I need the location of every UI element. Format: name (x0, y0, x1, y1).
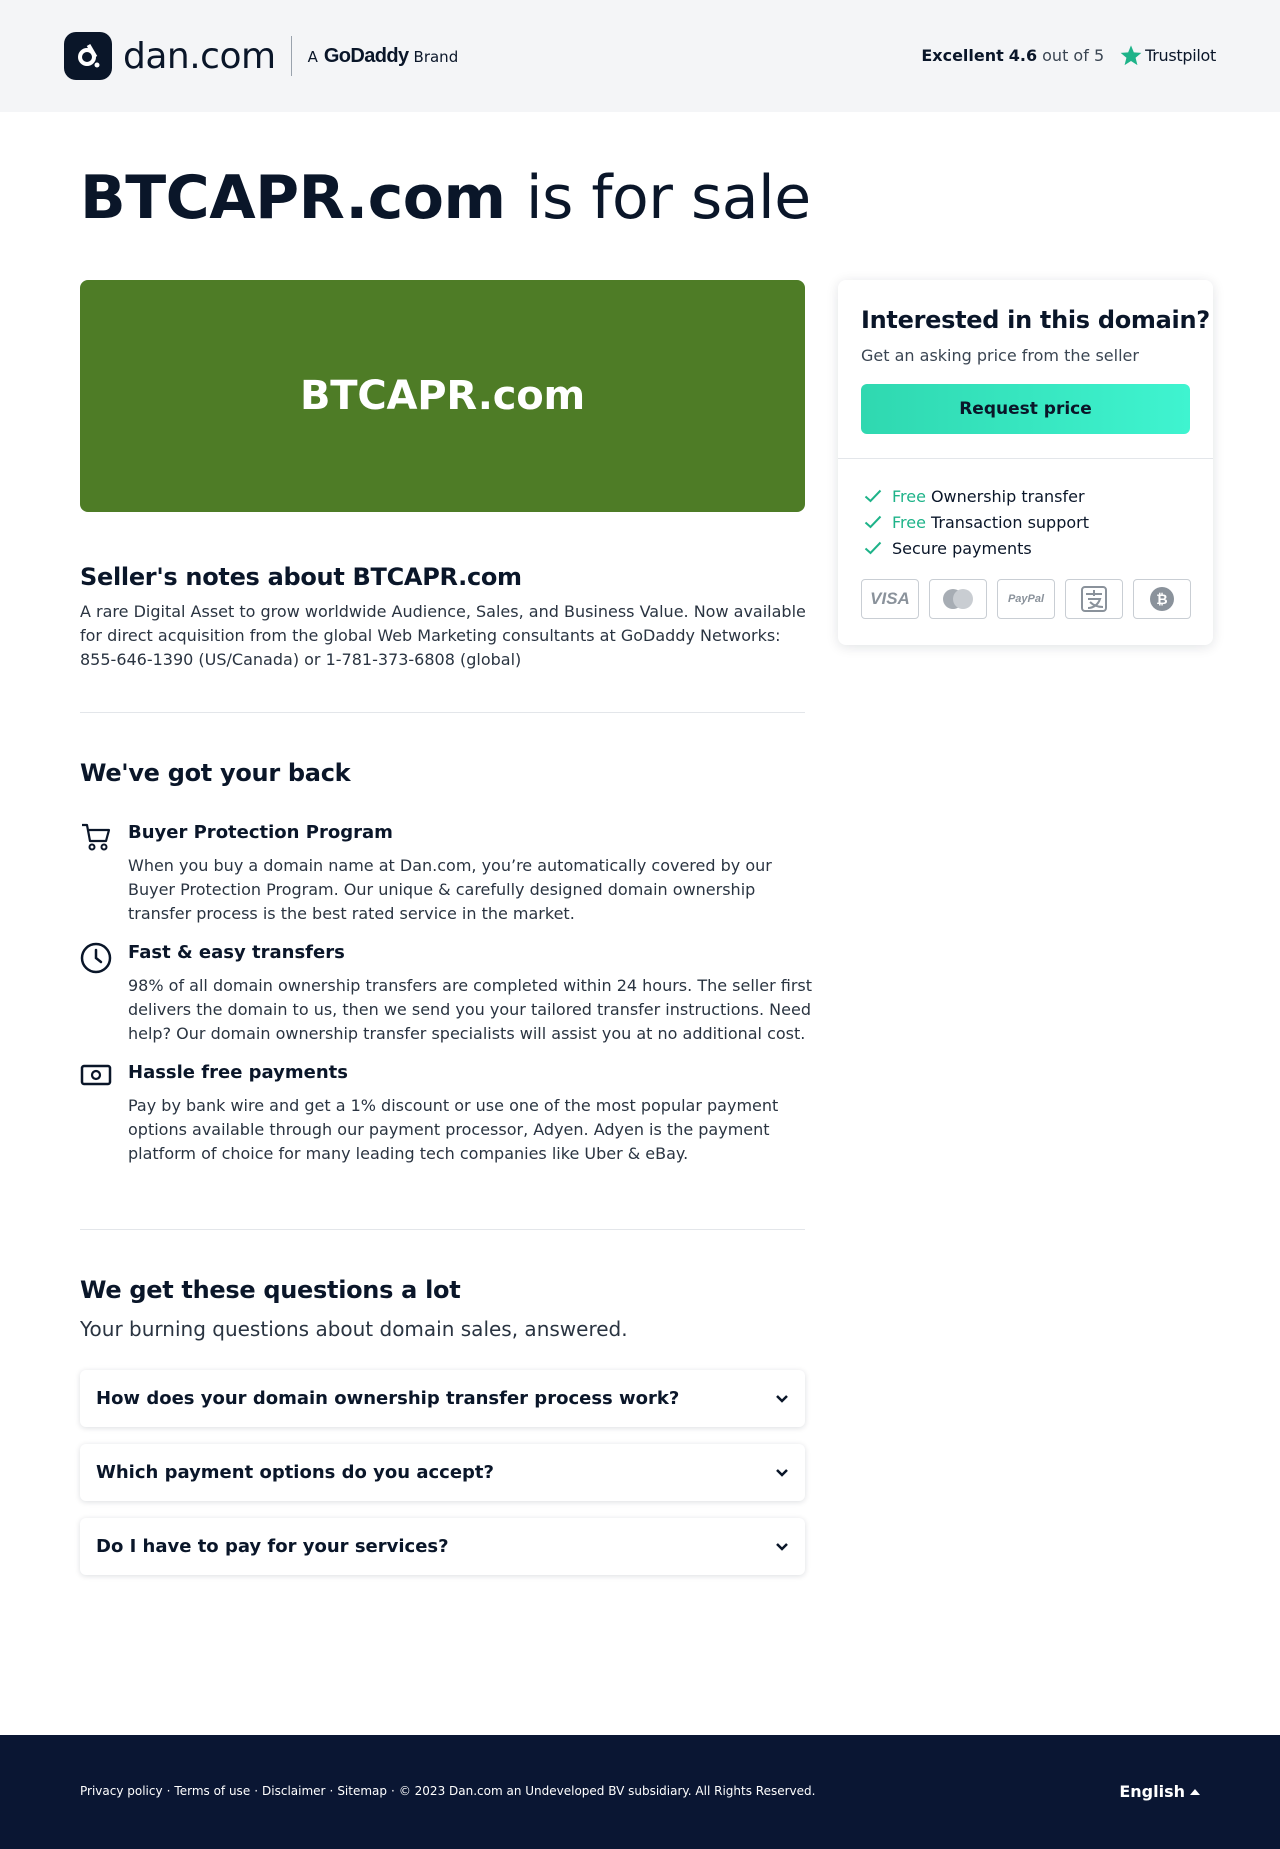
bitcoin-icon (1133, 579, 1191, 619)
trustpilot-rating[interactable] (921, 44, 1216, 66)
language-label: English (1119, 1782, 1185, 1801)
seller-notes-title: Seller's notes about BTCAPR.com (80, 563, 522, 591)
benefits-list (864, 483, 1089, 561)
feature-description: When you buy a domain name at Dan.com, you’re automatically covered by our Buyer Protection Program. Our unique & carefully designed domain ownership transfer process is the best rated service in the market. (128, 856, 772, 923)
top-header (0, 0, 1280, 112)
card-title: Interested in this domain? (861, 306, 1210, 334)
chevron-down-icon (775, 1542, 789, 1552)
trustpilot-logo (1120, 44, 1216, 66)
language-selector[interactable] (1119, 1782, 1200, 1801)
card-subtitle: Get an asking price from the seller (861, 346, 1139, 365)
price-request-card (838, 280, 1213, 645)
brand-prefix: A (307, 47, 318, 66)
footer (0, 1735, 1280, 1849)
check-icon (864, 489, 882, 503)
title-rest: is for sale (525, 163, 811, 233)
faq-item[interactable] (80, 1370, 805, 1427)
benefit-item (864, 535, 1089, 561)
paypal-icon (997, 579, 1055, 619)
separator: · (254, 1784, 259, 1798)
chevron-down-icon (775, 1468, 789, 1478)
alipay-icon (1065, 579, 1123, 619)
check-icon (864, 515, 882, 529)
shopping-cart-icon (80, 822, 112, 852)
section-divider (80, 712, 805, 713)
faq-question: How does your domain ownership transfer process work? (96, 1388, 680, 1409)
paypal-label: PayPal (1007, 593, 1045, 605)
mastercard-icon (929, 579, 987, 619)
feature-title: Fast & easy transfers (128, 942, 345, 963)
dan-logo-icon (64, 32, 112, 80)
rating-score: 4.6 (1008, 45, 1038, 65)
visa-icon (861, 579, 919, 619)
domain-banner (80, 280, 805, 512)
section-divider (80, 1229, 805, 1230)
banner-domain-text: BTCAPR.com (299, 373, 585, 419)
protection-section-title: We've got your back (80, 759, 351, 787)
domain-name: BTCAPR.com (80, 163, 506, 233)
seller-notes-body: A rare Digital Asset to grow worldwide Audience, Sales, and Business Value. Now available for direct acquisition from the global Web Marketing consultants at GoDaddy Networks: 855-646-1390 (US/Canada) or 1-781-373-6808 (global) (80, 602, 806, 669)
faq-item[interactable] (80, 1444, 805, 1501)
benefit-label: Ownership transfer (930, 486, 1085, 506)
trustpilot-text: Trustpilot (1145, 45, 1216, 65)
copyright-text: © 2023 Dan.com an Undeveloped BV subsidiary. All Rights Reserved. (398, 1784, 816, 1798)
visa-label: VISA (870, 589, 910, 608)
separator: · (391, 1784, 395, 1798)
rating-out-of: out of 5 (1042, 45, 1105, 65)
separator: · (166, 1784, 171, 1798)
logo-divider (291, 36, 292, 76)
privacy-policy-link[interactable]: Privacy policy (80, 1784, 163, 1798)
disclaimer-link[interactable]: Disclaimer (262, 1784, 326, 1798)
clock-icon (80, 942, 112, 974)
trustpilot-star-icon (1120, 44, 1142, 66)
svg-text:₿: ₿ (1156, 592, 1168, 608)
banknote-icon (80, 1062, 112, 1088)
benefit-label: Secure payments (892, 538, 1032, 558)
sitemap-link[interactable]: Sitemap (337, 1784, 388, 1798)
dan-logo[interactable] (64, 32, 458, 80)
terms-of-use-link[interactable]: Terms of use (174, 1784, 251, 1798)
faq-item[interactable] (80, 1518, 805, 1575)
check-icon (864, 541, 882, 555)
faq-question: Do I have to pay for your services? (96, 1536, 449, 1557)
caret-up-icon (1190, 1789, 1200, 1795)
request-price-button[interactable]: Request price (861, 384, 1190, 434)
logo-text: dan.com (123, 35, 276, 77)
brand-name: GoDaddy (323, 44, 409, 67)
feature-title: Hassle free payments (128, 1062, 348, 1083)
feature-description: Pay by bank wire and get a 1% discount or use one of the most popular payment options available through our payment processor, Adyen. Adyen is the payment platform of choice for many leading tech companies like Uber & eBay. (128, 1096, 779, 1163)
benefit-label: Transaction support (930, 512, 1089, 532)
feature-title: Buyer Protection Program (128, 822, 393, 843)
benefit-item (864, 509, 1089, 535)
benefit-item (864, 483, 1089, 509)
card-divider (838, 458, 1213, 459)
godaddy-brand (308, 45, 459, 68)
brand-suffix: Brand (413, 47, 459, 66)
rating-label: Excellent (921, 45, 1004, 65)
chevron-down-icon (775, 1394, 789, 1404)
feature-description: 98% of all domain ownership transfers are completed within 24 hours. The seller first delivers the domain to us, then we send you your tailored transfer instructions. Need help? Our domain ownership transfer specialists will assist you at no additional cost. (128, 976, 812, 1043)
free-label: Free (892, 512, 926, 532)
payment-methods (861, 579, 1191, 619)
faq-title: We get these questions a lot (80, 1276, 461, 1304)
faq-question: Which payment options do you accept? (96, 1462, 494, 1483)
separator: · (329, 1784, 334, 1798)
faq-subtitle: Your burning questions about domain sales, answered. (80, 1317, 628, 1341)
page-title (80, 162, 811, 234)
footer-links (80, 1784, 815, 1798)
free-label: Free (892, 486, 926, 506)
